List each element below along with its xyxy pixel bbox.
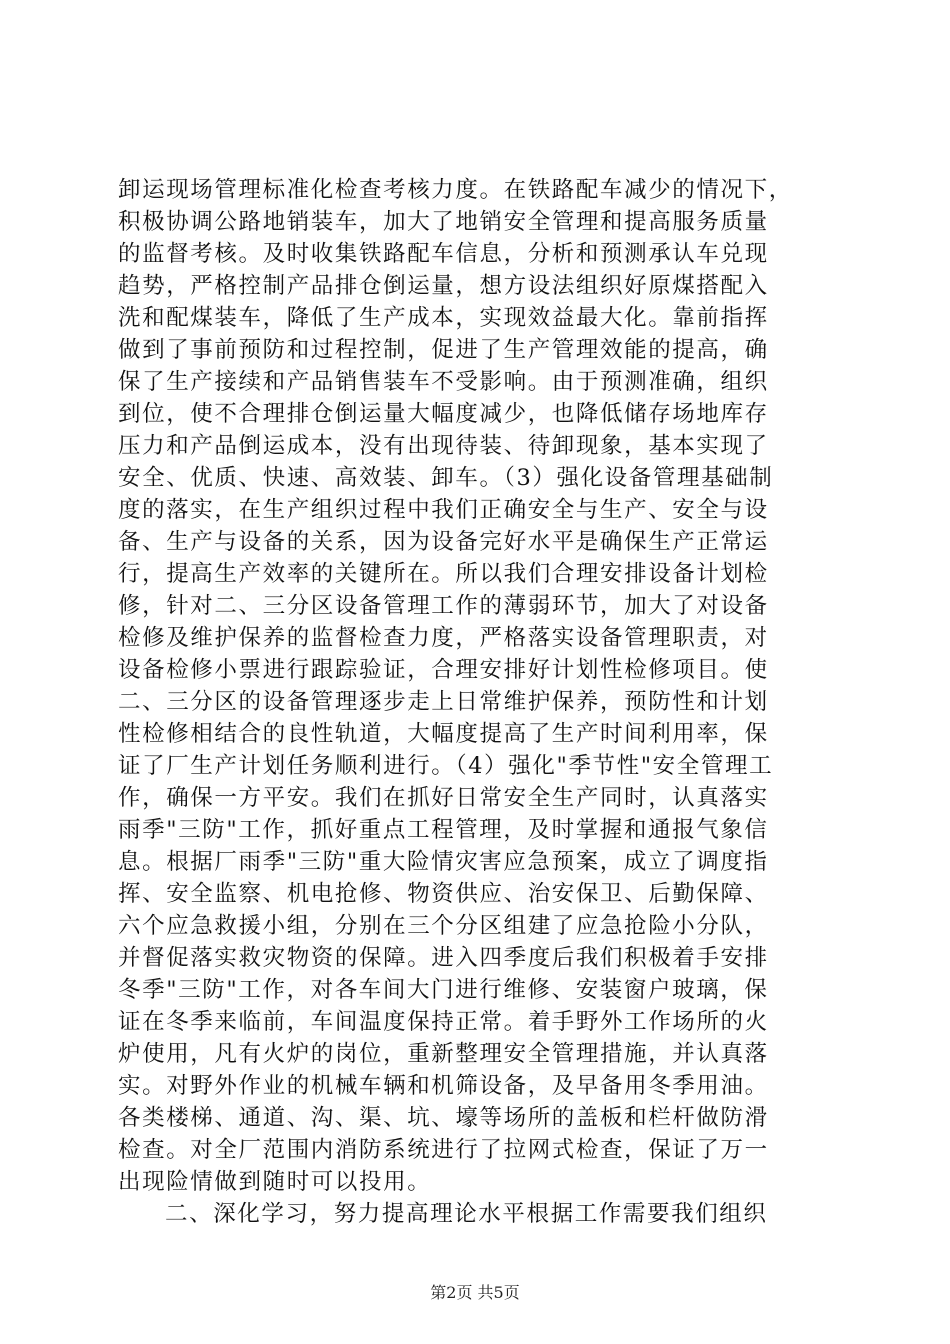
text-line-8: 到位，使不合理排仓倒运量大幅度减少，也降低储存场地库存: [118, 401, 769, 427]
text-line-26: 冬季"三防"工作，对各车间大门进行维修、安装窗户玻璃，保: [118, 977, 769, 1003]
text-line-27: 证在冬季来临前，车间温度保持正常。着手野外工作场所的火: [118, 1009, 769, 1035]
text-line-5: 洗和配煤装车，降低了生产成本，实现效益最大化。靠前指挥: [118, 305, 769, 331]
section-heading-line: 二、深化学习，努力提高理论水平根据工作需要我们组织: [165, 1201, 768, 1227]
text-line-30: 各类楼梯、通道、沟、渠、坑、壕等场所的盖板和栏杆做防滑: [118, 1105, 769, 1131]
text-line-10: 安全、优质、快速、高效装、卸车。（3）强化设备管理基础制: [118, 465, 774, 491]
text-line-4: 趋势，严格控制产品排仓倒运量，想方设法组织好原煤搭配入: [118, 273, 769, 299]
text-line-23: 挥、安全监察、机电抢修、物资供应、治安保卫、后勤保障、: [118, 881, 769, 907]
text-line-1: 卸运现场管理标准化检查考核力度。在铁路配车减少的情况下，: [118, 177, 793, 203]
text-line-29: 实。对野外作业的机械车辆和机筛设备，及早备用冬季用油。: [118, 1073, 769, 1099]
text-line-21: 雨季"三防"工作，抓好重点工程管理，及时掌握和通报气象信: [118, 817, 769, 843]
text-line-24: 六个应急救援小组，分别在三个分区组建了应急抢险小分队，: [118, 913, 769, 939]
text-line-20: 作，确保一方平安。我们在抓好日常安全生产同时，认真落实: [118, 785, 769, 811]
text-line-16: 设备检修小票进行跟踪验证，合理安排好计划性检修项目。使: [118, 657, 769, 683]
text-line-19: 证了厂生产计划任务顺利进行。（4）强化"季节性"安全管理工: [118, 753, 774, 779]
text-line-22: 息。根据厂雨季"三防"重大险情灾害应急预案，成立了调度指: [118, 849, 769, 875]
text-line-9: 压力和产品倒运成本，没有出现待装、待卸现象，基本实现了: [118, 433, 769, 459]
text-line-11: 度的落实，在生产组织过程中我们正确安全与生产、安全与设: [118, 497, 769, 523]
text-line-13: 行，提高生产效率的关键所在。所以我们合理安排设备计划检: [118, 561, 769, 587]
text-line-25: 并督促落实救灾物资的保障。进入四季度后我们积极着手安排: [118, 945, 769, 971]
text-line-18: 性检修相结合的良性轨道，大幅度提高了生产时间利用率，保: [118, 721, 769, 747]
text-line-32: 出现险情做到随时可以投用。: [118, 1169, 432, 1195]
text-line-6: 做到了事前预防和过程控制，促进了生产管理效能的提高，确: [118, 337, 769, 363]
text-line-28: 炉使用，凡有火炉的岗位，重新整理安全管理措施，并认真落: [118, 1041, 769, 1067]
page-footer: [0, 1282, 950, 1304]
text-line-3: 的监督考核。及时收集铁路配车信息，分析和预测承认车兑现: [118, 241, 769, 267]
text-line-15: 检修及维护保养的监督检查力度，严格落实设备管理职责，对: [118, 625, 769, 651]
text-line-2: 积极协调公路地销装车，加大了地销安全管理和提高服务质量: [118, 209, 769, 235]
text-line-31: 检查。对全厂范围内消防系统进行了拉网式检查，保证了万一: [118, 1137, 769, 1163]
text-line-12: 备、生产与设备的关系，因为设备完好水平是确保生产正常运: [118, 529, 769, 555]
page-number: 第2页 共5页: [430, 1283, 520, 1302]
text-line-14: 修，针对二、三分区设备管理工作的薄弱环节，加大了对设备: [118, 593, 769, 619]
body-text: [118, 174, 833, 1230]
text-line-7: 保了生产接续和产品销售装车不受影响。由于预测准确，组织: [118, 369, 769, 395]
text-line-17: 二、三分区的设备管理逐步走上日常维护保养，预防性和计划: [118, 689, 769, 715]
